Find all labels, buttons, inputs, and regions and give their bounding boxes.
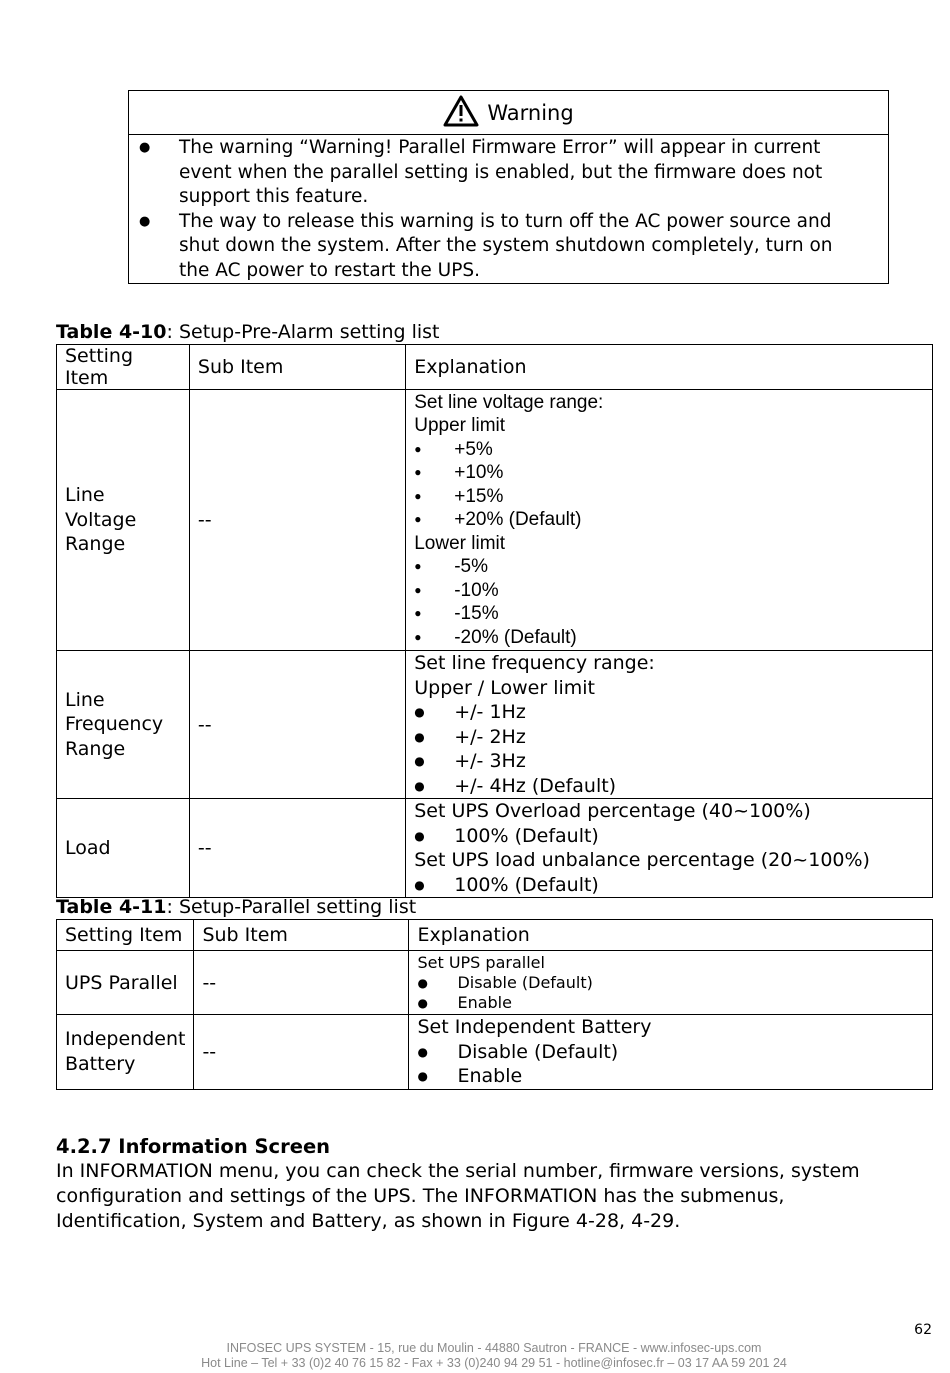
table-row [57, 951, 933, 1015]
page-number: 62 [914, 1322, 932, 1338]
table-caption: Table 4-11: Setup-Parallel setting list [56, 896, 417, 918]
column-header: Sub Item [189, 345, 405, 390]
warning-title: Warning [487, 100, 574, 125]
table-caption: Table 4-10: Setup-Pre-Alarm setting list [56, 321, 440, 343]
bullet-icon: ● [139, 213, 151, 229]
section-heading: 4.2.7 Information Screen [56, 1135, 331, 1158]
warning-body [129, 136, 888, 284]
explanation: Set Independent Battery ● Disable (Default) ● Enable [409, 1015, 933, 1090]
sub-item: -- [194, 951, 409, 1015]
sub-item: -- [194, 1015, 409, 1090]
column-header: Setting Item [57, 920, 194, 951]
table-row [57, 651, 933, 799]
sub-item: -- [189, 390, 405, 651]
setting-item: UPS Parallel [57, 951, 194, 1015]
section-paragraph: In INFORMATION menu, you can check the serial number, firmware versions, system configuration and settings of the UPS. The INFORMATION has the submenus, Identification, System and Battery, as shown in Figure 4-28, 4-29. [56, 1160, 860, 1232]
table-row [57, 1015, 933, 1090]
setting-item: Line Frequency Range [57, 651, 190, 799]
explanation: Set line frequency range: Upper / Lower limit ● +/- 1Hz ● +/- 2Hz ● +/- 3Hz ● +/- 4Hz (Default) [406, 651, 933, 799]
table-row [57, 799, 933, 898]
table-row [57, 390, 933, 651]
pre-alarm-table [56, 344, 933, 898]
table-header-row [57, 920, 933, 951]
column-header: Sub Item [194, 920, 409, 951]
bullet-icon: ● [139, 140, 151, 155]
table-header-row [57, 345, 933, 390]
sub-item: -- [189, 651, 405, 799]
warning-item: ● The warning “Warning! Parallel Firmware Error” will appear in current event when the parallel setting is enabled, but the firmware does not support this feature. [139, 137, 823, 208]
warning-box [128, 90, 889, 284]
sub-item: -- [189, 799, 405, 898]
column-header: Explanation [406, 345, 933, 390]
warning-item: ● The way to release this warning is to turn off the AC power source and shut down the system. After the system shutdown completely, turn on the AC power to restart the UPS. [139, 210, 833, 281]
parallel-table [56, 919, 933, 1090]
warning-header [129, 91, 888, 135]
column-header: Explanation [409, 920, 933, 951]
footer-line: Hot Line – Tel + 33 (0)2 40 76 15 82 - Fax + 33 (0)240 94 29 51 - hotline@infosec.fr – 03 17 AA 59 201 24 [201, 1356, 787, 1370]
explanation: Set UPS Overload percentage (40~100%) ● 100% (Default) Set UPS load unbalance percentage (20~100%) ● 100% (Default) [406, 799, 933, 898]
warning-triangle-icon [443, 95, 479, 131]
explanation: Set UPS parallel ● Disable (Default) ● Enable [409, 951, 933, 1015]
explanation: Set line voltage range: Upper limit ● +5% ● +10% ● +15% ● +20% (Default) Lower limit ● -5% ● -10% ● -15% ● -20% (Default) [406, 390, 933, 651]
column-header: Setting Item [57, 345, 190, 390]
setting-item: Load [57, 799, 190, 898]
setting-item: Line Voltage Range [57, 390, 190, 651]
setting-item: Independent Battery [57, 1015, 194, 1090]
footer-line: INFOSEC UPS SYSTEM - 15, rue du Moulin - 44880 Sautron - FRANCE - www.infosec-ups.com [226, 1341, 762, 1355]
